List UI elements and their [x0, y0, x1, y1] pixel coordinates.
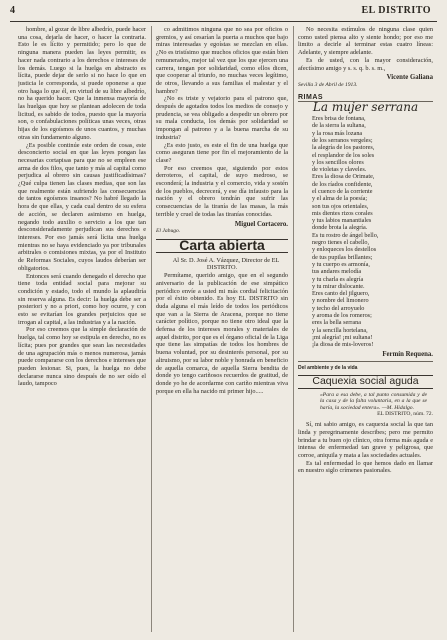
poem-line: Eres brisa de fontana, [312, 115, 366, 123]
poem-line: y tu cuerpo es armonía, [312, 260, 370, 268]
letter-closing: Es de usted, con la mayor consideración, afectísimo amigo y s. s. q. b. s. m., [298, 56, 433, 72]
poem-line: de tus pupilas brillantes; [312, 253, 373, 261]
poem-body [298, 115, 433, 349]
column-two [156, 26, 288, 632]
poem-line: de los serranos vergeles; [312, 136, 373, 144]
dateline: Sevilla 3 de Abril de 1913. [298, 81, 358, 88]
poem-line: y tus labios manantiales [312, 217, 372, 225]
poem-line: y tu mirar dislocante. [312, 282, 365, 290]
column-one [18, 26, 146, 632]
poem-line: el cuenco de la corriente [312, 188, 373, 195]
article-paragraph: co admitimos ninguna que no sea por oficios o gremios, y así cesarían la puerta a muchos que bajo miras interesadas y egoístas se mezclan en ellas. ¿No es tristísimo que muchos oficios que están bien remunerados, mejor tal vez que los que ejercen una carrera, tengan por solidaridad, como ellos dicen, que cooperar al triunfo, no muchas veces legítimo, de otros, llevando a sus familias el malestar y el hambre? [156, 26, 288, 95]
poem-line: ¡mi alegría! ¡mi sultana! [312, 333, 373, 341]
section-divider [298, 361, 433, 362]
poem-line: de los ríados confidente, [312, 180, 373, 188]
poem-line: mis dientes rizos corales [312, 209, 373, 217]
article-paragraph: Es tal enfermedad lo que hemos dado en llamar en nuestro siglo crímenes pasionales. [298, 459, 433, 475]
poem-line: y techo del arroyuelo [312, 304, 365, 312]
article-paragraph: Por eso creemos que la simple declaración de huelga, tal como hoy se estipula en derecho, no es lícita; pues por grandes que sean las necesidades de una agrupación más o menos numerosa, jamás puede compararse con los derechos e intereses que pueden lesionar. Si, pues, la huelga no debe declararse nunca sino después de no ser oído el laudo, tampoco [18, 326, 146, 388]
poem-line: de la sierra la sultana, [312, 122, 366, 130]
article-paragraph: Entonces será cuando denegado el derecho que tiene toda entidad social para mejorar su condición y estado, todo el mundo la aplaudiría sin reserva alguna. Es decir: la huelga debe ser a posteriori y no a priori, como hoy ocurre, y con esto se evitarían los grandes perjuicios que se irrogan al capital, a las industrias y a la nación. [18, 272, 146, 326]
poem-line: y la rosa más lozana [312, 129, 363, 137]
article-paragraph: ¿Es esto justo, es este el fin de una huelga que como aseguran tiene por fin el mejoramiento de la clase? [156, 141, 288, 164]
carta-abierta-title: Carta abierta [156, 239, 288, 253]
poem-line: Es tu rostro de ángel bello, [312, 231, 379, 239]
masthead: EL DISTRITO [361, 5, 431, 16]
place-note: El Jabugo. [156, 228, 181, 235]
article-paragraph: hombre, al gozar de libre albedrío, puede hacer una cosa, dejarla de hacer, o hacer la contraria. Esto le es lícito y permitido; pero lo que de ninguna manera pueden las leyes permitir, es hacer nada contrario a los derechos e intereses de los demás. Luego si la huelga en abstracto es lícita, puede dejar de serlo si no hace lo que en justicia le corresponda, si puede oponerse a que otro haga lo que él, en virtud de su libre albedrío, no ha querido hacer. Que la inmensa mayoría de las huelgas que hoy se plantean adolecen de toda licitud, es sabido de todos, puesto que la mayoría son, o confabulaciones políticas unas veces, otras hijas de los egoísmos de unos cuantos, y muchas otras sin fundamento alguno. [18, 26, 146, 141]
column-divider [293, 26, 294, 632]
article-paragraph: Sí, mi sabio amigo, es caquexia social la que tan linda y peregrinamente describes; pero me permito brindar a tu buen ojo clínico, otra forma más aguda e intensa de enfermedad tan grave y peligrosa, que corroe, aniquila y mata a las sociedades actuales. [298, 421, 433, 459]
section-label: Del ambiente y de la vida [298, 365, 358, 372]
poem-line: y los sencillos olores [312, 158, 364, 166]
column-three [298, 26, 433, 632]
carta-recipient: Al Sr. D. José A. Vázquez, Director de EL DISTRITO. [172, 256, 280, 272]
poem-line: negro tienes el cabello, [312, 239, 370, 247]
letter-signature: Vicente Galiana [386, 74, 433, 82]
article-signature: Miguel Cortacero. [234, 220, 288, 228]
poem-title: La mujer serrana [312, 100, 419, 115]
poem-line: de violetas y claveles. [312, 166, 367, 174]
column-divider [151, 26, 152, 632]
letter-paragraph: No necesita estímulos de ninguna clase quien como usted piensa alto y siente hondo; por eso me limito a decirle al terminar estas cuatro líneas: Adelante, y siempre adelante. [298, 26, 433, 57]
poem-line: la alegría de los pastores, [312, 144, 375, 152]
epigraph-source: EL DISTRITO, núm. 72. [377, 411, 433, 418]
poem-line: ¡la diosa de mis-loveros! [312, 341, 374, 349]
page-header [10, 5, 437, 22]
poem-line: y tu charla es alegría [312, 275, 364, 283]
carta-paragraph: Permítame, querido amigo, que en el segundo aniversario de la publicación de ese simpático periódico envíe a usted mi más cordial felicitación por el éxito obtenido. Es hoy EL DISTRITO sin duda alguna el más leído de todos los periódicos que van a la Sierra de Aracena, porque no tiene carácter político, porque no tiene otro ideal que la defensa de los intereses morales y materiales de aquel distrito, por que es el órgano oficial de la Liga que tiene las simpatías de todos los hombres de buena voluntad, por su desinterés personal, por su altruismo, por su labor noble y honrada en beneficio de aquella comarca, de aquella Sierra bendita de donde yo tengo cariñosos recuerdos de gratitud, de donde yo he de acordarme con cariño mientras viva porque en ella ha nacido mi primer hijo..... [156, 272, 288, 395]
poem-line: Eres canto del jilguero, [312, 290, 370, 298]
article-paragraph: ¿No es triste y vejatorio para el patrono que, después de agotados todos los medios de consejo y prudencia, se vea obligado a despedir un obrero por su mala conducta, los demás por solidaridad se impongan al patrono y a la buena marcha de su industria? [156, 95, 288, 141]
epigraph: «Para a esa debe, a tal punto consumida y de la casa y de la falta voluntaria, en a la que se haría, la sociedad entera». —M. Hidalgo. [320, 391, 427, 411]
poem-line: y aroma de los romeros; [312, 312, 372, 320]
page-number: 4 [10, 5, 15, 16]
poem-line: y la sencilla hortelana, [312, 326, 368, 334]
poem-line: y el alma de la poesía; [312, 195, 368, 203]
poem-line: Eres la diosa de Orimate, [312, 173, 375, 181]
poem-line: tus andares melodía [312, 268, 362, 276]
caquexia-title: Caquexia social aguda [298, 375, 433, 389]
poem-line: eres la bella serrana [312, 319, 361, 327]
article-paragraph: Por eso creemos que, siguiendo por estos derroteros, el capital, de suyo medroso, se esconderá; la industria y el comercio, vida y sostén de los pueblos, decrecerá, y ese día infausto para la nación y el obrero tendrán que sufrir las consecuencias de la tiranía de las masas, la más terrible y cruel de todas las tiranías conocidas. [156, 164, 288, 218]
article-paragraph: ¿Es posible continúe este orden de cosas, este desconcierto social en que las leyes pongan las necesarias cortapisas para que no se empleen ese arma de dos filos, que tanto y más al capital como perjudica al obrero sin causas justificadísimas? ¿Qué culpa tienen las clases medias, que son las que realmente están sufriendo las consecuencias de tantos egoísmos insanos? No habré llegado la hora de que ellas, y cada cual dentro de su esfera de acción, se declaren asimismo en huelga, negando todo auxilio o servicio a los que tan desconsideradamente perjudican sus derechos e intereses. Por eso jamás será lícita una huelga mientras no se haya evidenciado ya por tribunales arbitrales o comisiones mixtas, ya por el Instituto de Reformas Sociales, cuyos laudos deberían ser obligatorios. [18, 141, 146, 272]
poem-line: donde brota la alegría. [312, 224, 368, 232]
poem-line: son tus ojos orientales, [312, 202, 369, 210]
poem-line: y enloqueces los destellos [312, 246, 377, 254]
poem-line: el resplandor de los soles [312, 151, 375, 159]
poem-line: y nombre del limonero [312, 297, 369, 305]
poem-signature: Fermín Requena. [382, 350, 433, 358]
rimas-section-label: RIMAS [298, 94, 433, 103]
